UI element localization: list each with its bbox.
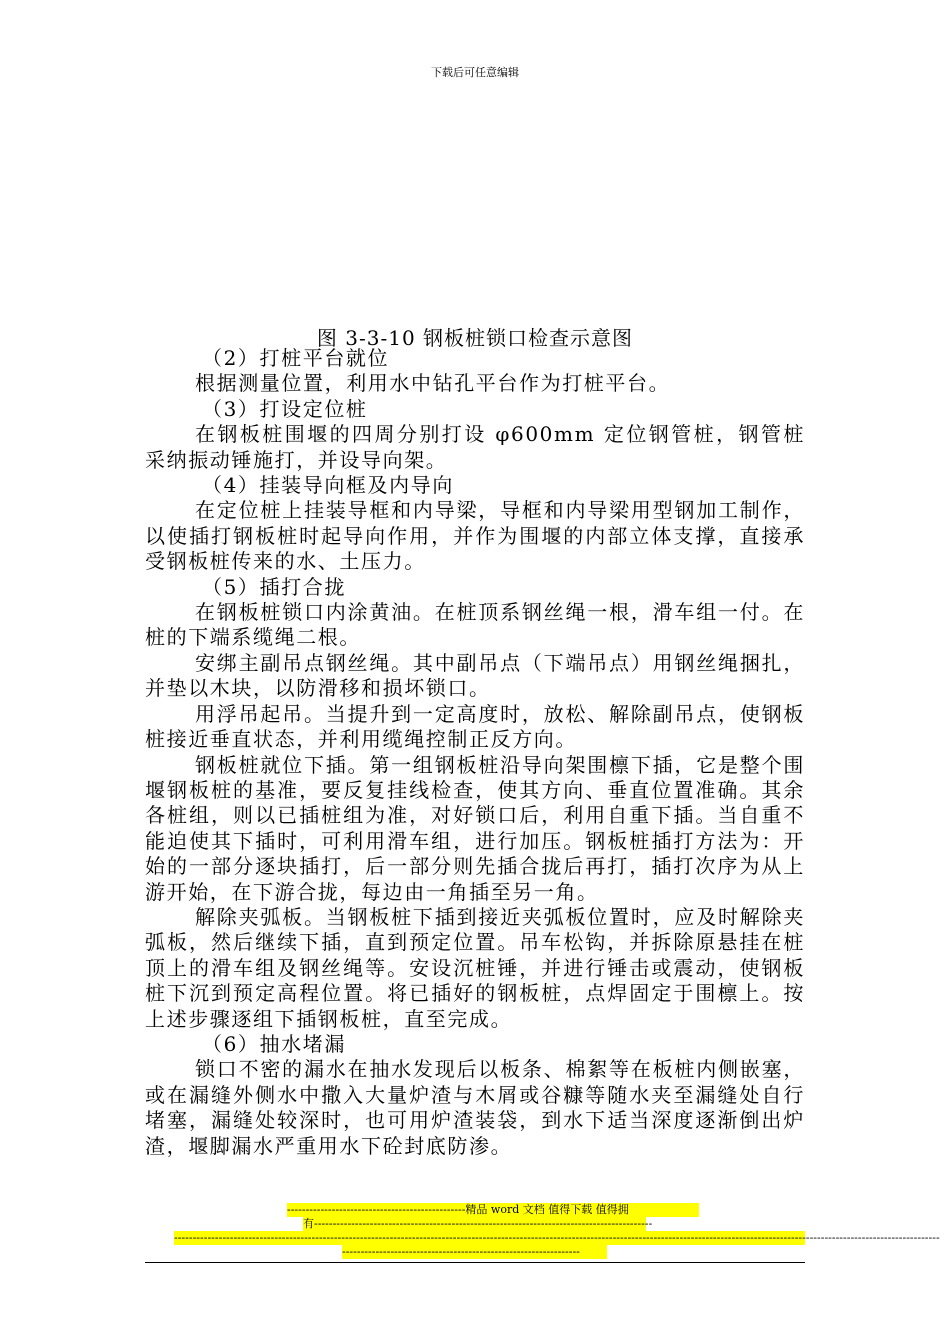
footer-line-2: 有------------------------------------------------------------------------------------------- — [303, 1217, 653, 1230]
body-paragraph: 安绑主副吊点钢丝绳。其中副吊点（下端吊点）用钢丝绳捆扎，并垫以木块，以防滑移和损坏锁口。 — [145, 650, 805, 701]
footer-line-3: -------------------------------------------------------------------------------------------------------------------------------------------------------------------------------------------------------------- — [174, 1231, 940, 1244]
body-paragraph: 根据测量位置，利用水中钻孔平台作为打桩平台。 — [195, 371, 671, 396]
footer-line-4: ---------------------------------------------------------------- — [342, 1245, 607, 1259]
footer-rule — [145, 1262, 805, 1263]
footer-line-1: ------------------------------------------------精品 word 文档 值得下载 值得拥 — [287, 1203, 699, 1217]
figure-caption: 图 3-3-10 钢板桩锁口检查示意图 — [316, 326, 634, 350]
document-body — [145, 346, 805, 1159]
body-paragraph: 解除夹弧板。当钢板桩下插到接近夹弧板位置时，应及时解除夹弧板，然后继续下插，直到预定位置。吊车松钩，并拆除原悬挂在桩顶上的滑车组及钢丝绳等。安设沉桩锤，并进行锤击或震动，使钢板桩下沉到预定高程位置。将已插好的钢板桩，点焊固定于围檩上。按上述步骤逐组下插钢板桩，直至完成。 — [145, 904, 805, 1031]
body-paragraph: 锁口不密的漏水在抽水发现后以板条、棉絮等在板桩内侧嵌塞，或在漏缝外侧水中撒入大量炉渣与木屑或谷糠等随水夹至漏缝处自行堵塞，漏缝处较深时，也可用炉渣装袋，到水下适当深度逐渐倒出炉渣，堰脚漏水严重用水下砼封底防渗。 — [145, 1057, 805, 1158]
body-paragraph: 用浮吊起吊。当提升到一定高度时，放松、解除副吊点，使钢板桩接近垂直状态，并利用缆绳控制正反方向。 — [145, 701, 805, 752]
body-paragraph: 在钢板桩围堰的四周分别打设 φ600mm 定位钢管桩，钢管桩采纳振动锤施打，并设导向架。 — [145, 422, 805, 472]
page-header: 下载后可任意编辑 — [431, 66, 519, 79]
section-heading: （6）抽水堵漏 — [202, 1031, 346, 1056]
section-heading: （3）打设定位桩 — [202, 396, 368, 421]
body-paragraph: 在钢板桩锁口内涂黄油。在桩顶系钢丝绳一根，滑车组一付。在桩的下端系缆绳二根。 — [145, 600, 805, 650]
section-heading: （5）插打合拢 — [202, 574, 346, 599]
body-paragraph: 钢板桩就位下插。第一组钢板桩沿导向架围檩下插，它是整个围堰钢板桩的基准，要反复挂线检查，使其方向、垂直位置准确。其余各桩组，则以已插桩组为准，对好锁口后，利用自重下插。当自重不能迫使其下插时，可利用滑车组，进行加压。钢板桩插打方法为：开始的一部分逐块插打，后一部分则先插合拢后再打，插打次序为从上游开始，在下游合拢，每边由一角插至另一角。 — [145, 752, 805, 904]
section-heading: （4）挂装导向框及内导向 — [202, 473, 454, 498]
section-heading: （2）打桩平台就位 — [202, 346, 390, 370]
body-paragraph: 在定位桩上挂装导框和内导梁，导框和内导梁用型钢加工制作，以使插打钢板桩时起导向作用，并作为围堰的内部立体支撑，直接承受钢板桩传来的水、土压力。 — [145, 498, 805, 574]
